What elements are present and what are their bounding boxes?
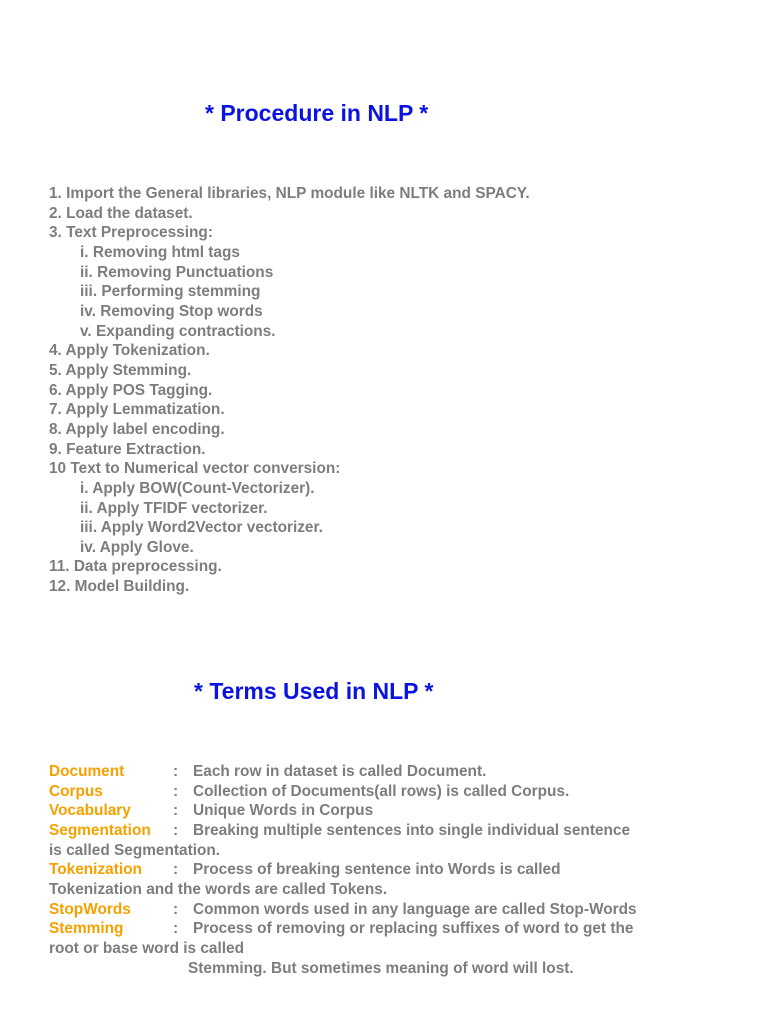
procedure-substep: v. Expanding contractions. <box>80 322 276 340</box>
term-name: Corpus <box>49 782 103 800</box>
procedure-steps-list <box>49 184 530 597</box>
procedure-step: 3. Text Preprocessing: <box>49 224 213 242</box>
term-entry <box>49 801 709 821</box>
term-separator: : <box>173 763 179 780</box>
procedure-substep: ii. Removing Punctuations <box>80 263 274 281</box>
term-separator: : <box>173 782 179 800</box>
term-entry <box>49 900 709 920</box>
term-definition-continuation: is called Segmentation. <box>49 841 221 859</box>
term-separator: : <box>173 920 179 938</box>
procedure-substep: ii. Apply TFIDF vectorizer. <box>80 499 268 517</box>
procedure-step: 10 Text to Numerical vector conversion: <box>49 460 341 478</box>
procedure-substep: i. Removing html tags <box>80 243 240 261</box>
procedure-step: 8. Apply label encoding. <box>49 420 225 438</box>
term-entry <box>49 919 709 978</box>
term-entry <box>49 782 709 802</box>
procedure-step: 5. Apply Stemming. <box>49 361 192 379</box>
term-name: Segmentation <box>49 821 151 839</box>
term-definition: Each row in dataset is called Document. <box>193 763 487 780</box>
procedure-substep: iii. Apply Word2Vector vectorizer. <box>80 519 323 537</box>
term-separator: : <box>173 802 179 820</box>
term-separator: : <box>173 821 179 839</box>
term-definition: Breaking multiple sentences into single individual sentence <box>193 821 631 839</box>
term-separator: : <box>173 900 179 918</box>
term-name: Document <box>49 763 125 780</box>
procedure-step: 9. Feature Extraction. <box>49 440 206 458</box>
term-entry <box>49 762 709 782</box>
procedure-step: 1. Import the General libraries, NLP module like NLTK and SPACY. <box>49 185 530 202</box>
procedure-substep: i. Apply BOW(Count-Vectorizer). <box>80 479 315 497</box>
term-definition: Collection of Documents(all rows) is called Corpus. <box>193 782 570 800</box>
term-name: Tokenization <box>49 861 142 879</box>
term-definition: Unique Words in Corpus <box>193 802 374 820</box>
term-entry <box>49 821 709 860</box>
term-name: Stemming <box>49 920 124 938</box>
term-definition: Process of removing or replacing suffixes of word to get the <box>193 920 634 938</box>
procedure-step: 11. Data preprocessing. <box>49 558 222 576</box>
procedure-step: 12. Model Building. <box>49 578 190 596</box>
procedure-heading: * Procedure in NLP * <box>205 100 429 126</box>
term-entry <box>49 860 709 899</box>
procedure-step: 2. Load the dataset. <box>49 204 193 222</box>
procedure-step: 7. Apply Lemmatization. <box>49 401 225 419</box>
terms-glossary <box>49 762 709 978</box>
term-definition-continuation: Stemming. But sometimes meaning of word will lost. <box>188 959 574 977</box>
term-separator: : <box>173 861 179 879</box>
term-definition-continuation: Tokenization and the words are called Tokens. <box>49 880 388 898</box>
term-definition-continuation: root or base word is called <box>49 939 244 957</box>
procedure-step: 6. Apply POS Tagging. <box>49 381 213 399</box>
term-definition: Common words used in any language are called Stop-Words <box>193 900 637 918</box>
term-definition: Process of breaking sentence into Words is called <box>193 861 561 879</box>
term-name: StopWords <box>49 900 131 918</box>
procedure-substep: iv. Removing Stop words <box>80 302 263 320</box>
procedure-substep: iii. Performing stemming <box>80 283 261 301</box>
term-name: Vocabulary <box>49 802 131 820</box>
procedure-step: 4. Apply Tokenization. <box>49 342 210 360</box>
procedure-substep: iv. Apply Glove. <box>80 538 194 556</box>
terms-heading: * Terms Used in NLP * <box>194 678 434 704</box>
